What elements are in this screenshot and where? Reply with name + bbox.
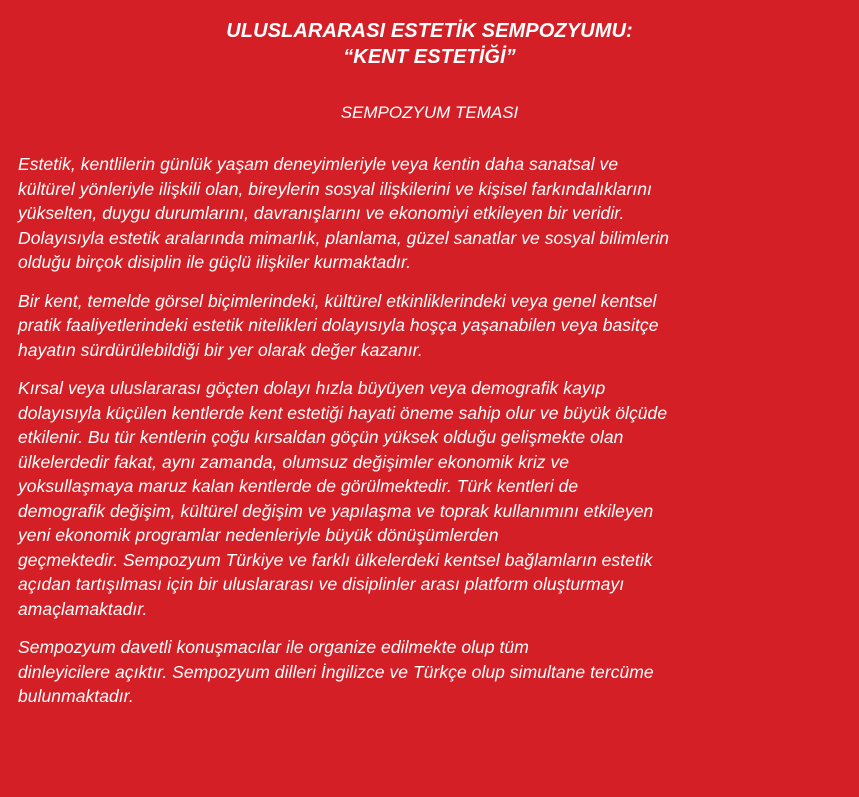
paragraph-invitation — [18, 635, 841, 709]
paragraph-line: dolayısıyla küçülen kentlerde kent estetiği hayati öneme sahip olur ve büyük ölçüde — [18, 402, 668, 423]
paragraph-city-value — [18, 289, 841, 363]
paragraph-line: dinleyicilere açıktır. Sempozyum dilleri İngilizce ve Türkçe olup simultane tercüme — [18, 661, 654, 682]
paragraph-line: etkilenir. Bu tür kentlerin çoğu kırsaldan göçün yüksek olduğu gelişmekte olan — [18, 427, 624, 447]
page-title — [18, 18, 841, 70]
paragraph-line: Sempozyum davetli konuşmacılar ile organize edilmekte olup tüm — [18, 637, 529, 657]
paragraph-line: açıdan tartışılması için bir uluslararası ve disiplinler arası platform oluşturmayı — [18, 574, 625, 594]
paragraph-line: demografik değişim, kültürel değişim ve yapılaşma ve toprak kullanımını etkileyen — [18, 500, 654, 521]
paragraph-aesthetics-intro — [18, 152, 841, 275]
paragraph-line: Bir kent, temelde görsel biçimlerindeki, kültürel etkinliklerindeki veya genel kentsel — [18, 290, 657, 311]
section-heading: SEMPOZYUM TEMASI — [340, 103, 519, 122]
title-line-2: “KENT ESTETİĞİ” — [343, 46, 516, 68]
paragraph-line: bulunmaktadır. — [18, 686, 134, 706]
paragraph-line: yoksullaşmaya maruz kalan kentlerde de görülmektedir. Türk kentleri de — [18, 476, 579, 496]
paragraph-line: yeni ekonomik programlar nedenleriyle büyük dönüşümlerden — [18, 525, 499, 545]
paragraph-line: Dolayısıyla estetik aralarında mimarlık, planlama, güzel sanatlar ve sosyal bilimlerin — [18, 227, 670, 248]
paragraph-line: yükselten, duygu durumlarını, davranışlarını ve ekonomiyi etkileyen bir veridir. — [18, 203, 625, 223]
paragraph-line: olduğu birçok disiplin ile güçlü ilişkiler kurmaktadır. — [18, 252, 412, 272]
paragraph-line: amaçlamaktadır. — [18, 598, 148, 619]
paragraph-line: geçmektedir. Sempozyum Türkiye ve farklı ülkelerdeki kentsel bağlamların estetik — [18, 549, 653, 570]
paragraph-line: kültürel yönleriyle ilişkili olan, bireylerin sosyal ilişkilerini ve kişisel farkındalıklarını — [18, 178, 652, 199]
paragraph-line: Kırsal veya uluslararası göçten dolayı hızla büyüyen veya demografik kayıp — [18, 378, 606, 398]
paragraph-migration — [18, 376, 841, 621]
paragraph-line: ülkelerdedir fakat, aynı zamanda, olumsuz değişimler ekonomik kriz ve — [18, 451, 570, 472]
paragraph-line: Estetik, kentlilerin günlük yaşam deneyimleriyle veya kentin daha sanatsal ve — [18, 154, 619, 174]
title-line-1: ULUSLARARASI ESTETİK SEMPOZYUMU: — [226, 20, 633, 42]
paragraph-line: pratik faaliyetlerindeki estetik nitelikleri dolayısıyla hoşça yaşanabilen veya basitçe — [18, 315, 659, 335]
paragraph-line: hayatın sürdürülebildiği bir yer olarak değer kazanır. — [18, 339, 423, 360]
body-text — [18, 152, 841, 709]
